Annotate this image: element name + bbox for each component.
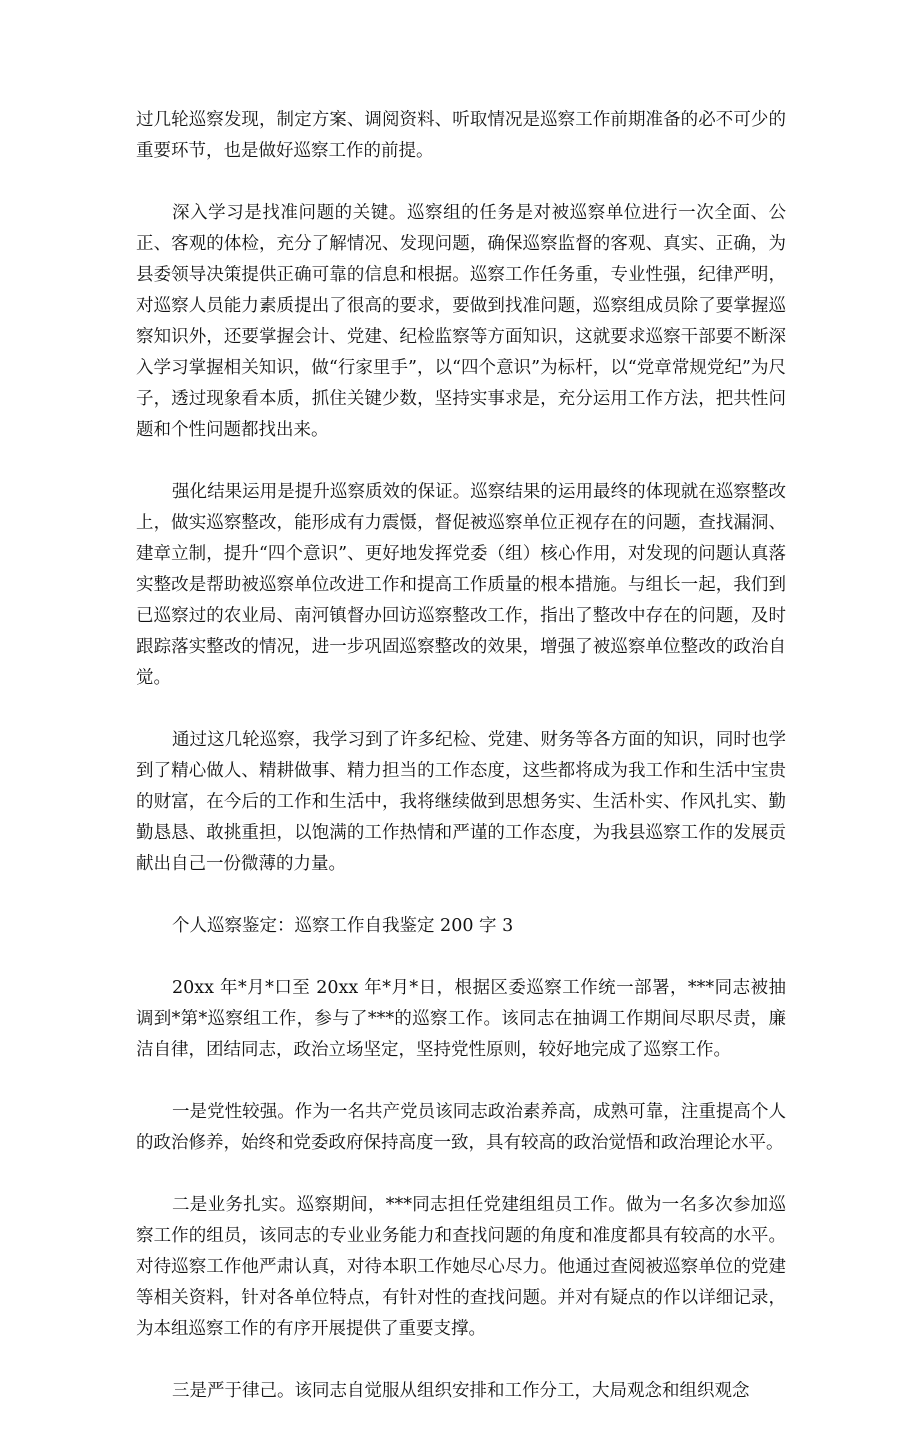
- paragraph-professional-skill: 二是业务扎实。巡察期间，***同志担任党建组组员工作。做为一名多次参加巡察工作的组员，该同志的专业业务能力和查找问题的角度和准度都具有较高的水平。对待巡察工作他严肃认真，对待本职工作她尽心尽力。他通过查阅被巡察单位的党建等相关资料，针对各单位特点，有针对性的查找问题。并对有疑点的作以详细记录，为本组巡察工作的有序开展提供了重要支撑。: [136, 1195, 786, 1339]
- section-heading: 个人巡察鉴定：巡察工作自我鉴定 200 字 3: [172, 916, 514, 936]
- paragraph-continuation: 过几轮巡察发现，制定方案、调阅资料、听取情况是巡察工作前期准备的必不可少的重要环节，也是做好巡察工作的前提。: [136, 110, 786, 161]
- paragraph-self-discipline: 三是严于律己。该同志自觉服从组织安排和工作分工，大局观念和组织观念: [172, 1381, 750, 1401]
- paragraph-result-application: 强化结果运用是提升巡察质效的保证。巡察结果的运用最终的体现就在巡察整改上，做实巡察整改，能形成有力震慑，督促被巡察单位正视存在的问题，查找漏洞、建章立制，提升“四个意识”、更好地发挥党委（组）核心作用，对发现的问题认真落实整改是帮助被巡察单位改进工作和提高工作质量的根本措施。与组长一起，我们到已巡察过的农业局、南河镇督办回访巡察整改工作，指出了整改中存在的问题，及时跟踪落实整改的情况，进一步巩固巡察整改的效果，增强了被巡察单位整改的政治自觉。: [136, 482, 786, 688]
- paragraph-summary: 通过这几轮巡察，我学习到了许多纪检、党建、财务等各方面的知识，同时也学到了精心做人、精耕做事、精力担当的工作态度，这些都将成为我工作和生活中宝贵的财富，在今后的工作和生活中，我将继续做到思想务实、生活朴实、作风扎实、勤勤恳恳、敢挑重担，以饱满的工作热情和严谨的工作态度，为我县巡察工作的发展贡献出自己一份微薄的力量。: [136, 730, 786, 874]
- paragraph-party-spirit: 一是党性较强。作为一名共产党员该同志政治素养高，成熟可靠，注重提高个人的政治修养，始终和党委政府保持高度一致，具有较高的政治觉悟和政治理论水平。: [136, 1102, 786, 1153]
- paragraph-deep-study: 深入学习是找准问题的关键。巡察组的任务是对被巡察单位进行一次全面、公正、客观的体检，充分了解情况、发现问题，确保巡察监督的客观、真实、正确，为县委领导决策提供正确可靠的信息和根据。巡察工作任务重，专业性强，纪律严明，对巡察人员能力素质提出了很高的要求，要做到找准问题，巡察组成员除了要掌握巡察知识外，还要掌握会计、党建、纪检监察等方面知识，这就要求巡察干部要不断深入学习掌握相关知识，做“行家里手”，以“四个意识”为标杆，以“党章常规党纪”为尺子，透过现象看本质，抓住关键少数，坚持实事求是，充分运用工作方法，把共性问题和个性问题都找出来。: [136, 203, 786, 440]
- paragraph-assignment: 20xx 年*月*口至 20xx 年*月*日，根据区委巡察工作统一部署，***同志被抽调到*第*巡察组工作，参与了***的巡察工作。该同志在抽调工作期间尽职尽责，廉洁自律，团结同志，政治立场坚定，坚持党性原则，较好地完成了巡察工作。: [136, 978, 786, 1060]
- document-body: [136, 105, 786, 1438]
